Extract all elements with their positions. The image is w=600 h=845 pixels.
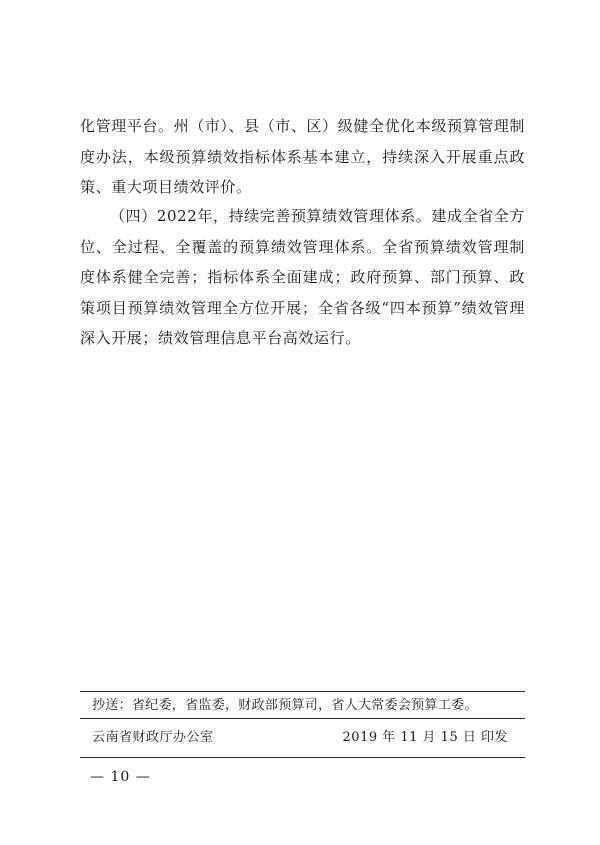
footer-bottom-rule [80, 757, 525, 758]
page-number: — 10 — [90, 769, 151, 785]
body-paragraph-2: （四）2022年，持续完善预算绩效管理体系。建成全省全方位、全过程、全覆盖的预算绩效管理体系。全省预算绩效管理制度体系健全完善；指标体系全面建成；政府预算、部门预算、政策项目预算绩效管理全方位开展；全省各级“四本预算”绩效管理深入开展；绩效管理信息平台高效运行。 [80, 207, 525, 347]
body-paragraph-1: 化管理平台。州（市）、县（市、区）级健全优化本级预算管理制度办法，本级预算绩效指标体系基本建立，持续深入开展重点政策、重大项目绩效评价。 [80, 117, 525, 196]
footer-middle-rule [80, 718, 525, 719]
footer-top-rule [80, 691, 525, 692]
cc-line: 抄送：省纪委，省监委，财政部预算司，省人大常委会预算工委。 [92, 698, 478, 713]
issue-date: 2019 年 11 月 15 日 印发 [342, 730, 508, 745]
issuer-office: 云南省财政厅办公室 [92, 730, 214, 745]
